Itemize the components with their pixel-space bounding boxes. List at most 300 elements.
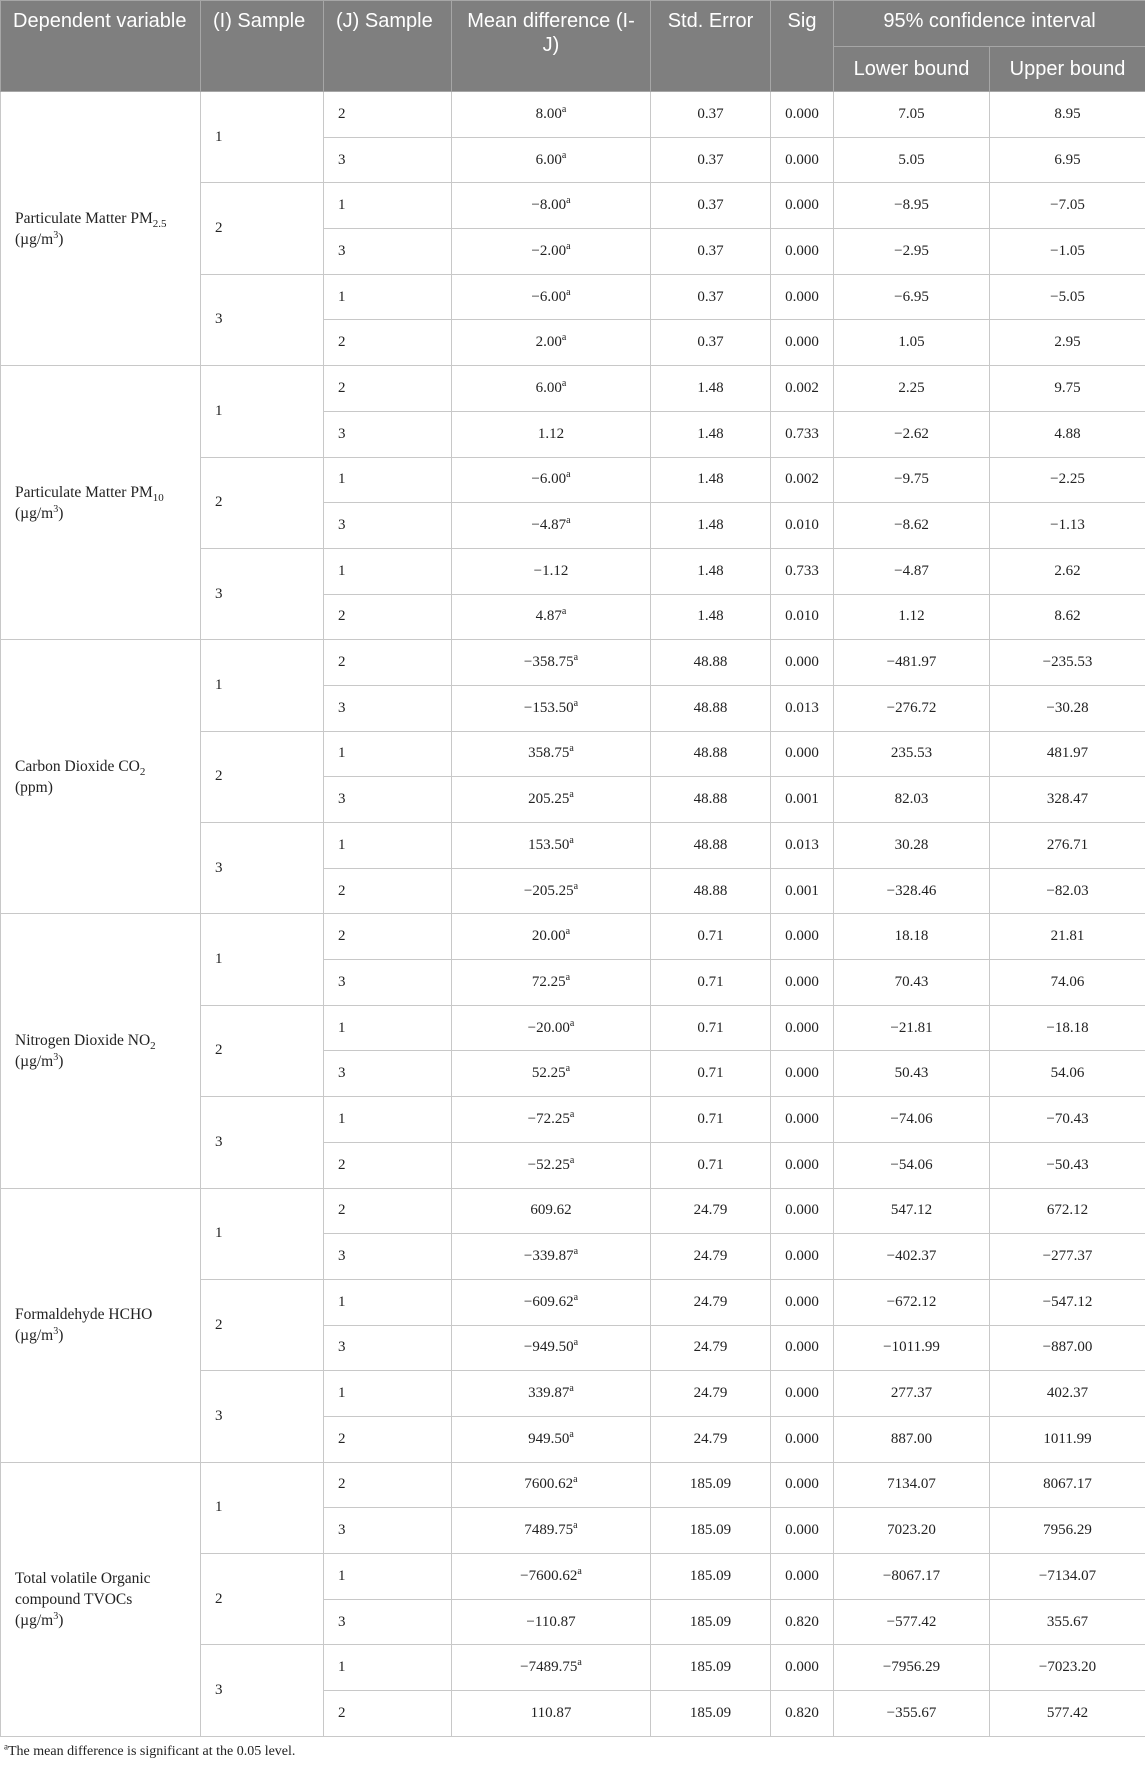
mean-difference-cell	[452, 960, 651, 1006]
mean-difference-cell	[452, 640, 651, 686]
header-confidence-interval: 95% confidence interval	[834, 1, 1145, 47]
std-error-cell: 0.71	[651, 960, 771, 1006]
upper-bound-cell: 4.88	[990, 411, 1145, 457]
i-sample-cell: 3	[201, 823, 324, 914]
table-row	[1, 640, 1145, 686]
j-sample-cell: 2	[324, 914, 452, 960]
mean-difference-cell	[452, 1599, 651, 1645]
j-sample-cell: 3	[324, 685, 452, 731]
table-row	[1, 1188, 1145, 1234]
mean-difference-value: −2.00	[531, 242, 567, 259]
upper-bound-cell: 2.95	[990, 320, 1145, 366]
j-sample-cell: 3	[324, 1234, 452, 1280]
mean-difference-value: 6.00	[535, 151, 562, 168]
i-sample-cell: 2	[201, 457, 324, 548]
std-error-cell: 0.71	[651, 1005, 771, 1051]
sig-cell: 0.001	[771, 868, 834, 914]
significance-mark: a	[566, 515, 571, 527]
mean-difference-value: −6.00	[531, 471, 567, 488]
mean-difference-cell	[452, 1142, 651, 1188]
unit-superscript: 3	[53, 1325, 59, 1337]
sig-cell: 0.000	[771, 960, 834, 1006]
variable-subscript: 2	[139, 765, 146, 778]
variable-name: Carbon Dioxide CO	[15, 757, 140, 775]
mean-difference-cell	[452, 548, 651, 594]
variable-subscript: 2	[150, 1040, 156, 1053]
significance-mark: a	[566, 286, 571, 298]
upper-bound-cell: 7956.29	[990, 1508, 1145, 1554]
mean-difference-cell	[452, 823, 651, 869]
std-error-cell: 0.71	[651, 914, 771, 960]
std-error-cell: 0.71	[651, 1142, 771, 1188]
table-row	[1, 366, 1145, 412]
mean-difference-cell	[452, 503, 651, 549]
sig-cell: 0.000	[771, 1371, 834, 1417]
significance-mark: a	[573, 880, 579, 892]
lower-bound-cell: 277.37	[834, 1371, 990, 1417]
j-sample-cell: 1	[324, 548, 452, 594]
sig-cell: 0.000	[771, 1508, 834, 1554]
lower-bound-cell: 70.43	[834, 960, 990, 1006]
upper-bound-cell: 9.75	[990, 366, 1145, 412]
header-std-error: Std. Error	[651, 1, 771, 92]
sig-cell: 0.002	[771, 366, 834, 412]
j-sample-cell: 3	[324, 137, 452, 183]
i-sample-cell: 3	[201, 1371, 324, 1462]
i-sample-cell: 2	[201, 1554, 324, 1645]
significance-mark: a	[561, 606, 567, 618]
std-error-cell: 0.37	[651, 320, 771, 366]
sig-cell: 0.002	[771, 457, 834, 503]
variable-name: Formaldehyde HCHO	[15, 1306, 153, 1324]
mean-difference-value: −609.62	[523, 1293, 574, 1310]
j-sample-cell: 1	[324, 1554, 452, 1600]
sig-cell: 0.000	[771, 731, 834, 777]
sig-cell: 0.000	[771, 320, 834, 366]
j-sample-cell: 3	[324, 411, 452, 457]
upper-bound-cell: 54.06	[990, 1051, 1145, 1097]
lower-bound-cell: 7134.07	[834, 1462, 990, 1508]
mean-difference-value: 2.00	[535, 334, 562, 351]
dependent-variable-cell	[1, 914, 201, 1188]
significance-mark: a	[573, 1246, 579, 1258]
upper-bound-cell: −2.25	[990, 457, 1145, 503]
sig-cell: 0.000	[771, 229, 834, 275]
mean-difference-value: 8.00	[535, 105, 562, 122]
dependent-variable-cell	[1, 1462, 201, 1736]
unit-superscript: 3	[53, 1610, 59, 1622]
header-dependent-variable: Dependent variable	[1, 1, 201, 92]
significance-mark: a	[573, 697, 579, 709]
j-sample-cell: 3	[324, 503, 452, 549]
table-body	[1, 92, 1145, 1737]
j-sample-cell: 3	[324, 1599, 452, 1645]
lower-bound-cell: −402.37	[834, 1234, 990, 1280]
variable-name: Particulate Matter PM	[15, 209, 153, 227]
std-error-cell: 48.88	[651, 777, 771, 823]
sig-cell: 0.000	[771, 640, 834, 686]
std-error-cell: 185.09	[651, 1645, 771, 1691]
upper-bound-cell: −547.12	[990, 1279, 1145, 1325]
sig-cell: 0.820	[771, 1691, 834, 1737]
mean-difference-cell	[452, 594, 651, 640]
upper-bound-cell: −1.13	[990, 503, 1145, 549]
std-error-cell: 185.09	[651, 1508, 771, 1554]
sig-cell: 0.010	[771, 503, 834, 549]
variable-subscript: 2.5	[152, 217, 167, 230]
header-j-sample: (J) Sample	[324, 1, 452, 92]
mean-difference-value: 7600.62	[524, 1476, 574, 1493]
upper-bound-cell: −7134.07	[990, 1554, 1145, 1600]
mean-difference-cell	[452, 731, 651, 777]
lower-bound-cell: −6.95	[834, 274, 990, 320]
significance-mark: a	[566, 195, 571, 207]
lower-bound-cell: 547.12	[834, 1188, 990, 1234]
upper-bound-cell: −30.28	[990, 685, 1145, 731]
table-row	[1, 1462, 1145, 1508]
upper-bound-cell: 8067.17	[990, 1462, 1145, 1508]
mean-difference-cell	[452, 1691, 651, 1737]
mean-difference-value: 153.50	[528, 836, 570, 853]
mean-difference-value: −6.00	[531, 288, 567, 305]
sig-cell: 0.000	[771, 1188, 834, 1234]
lower-bound-cell: −21.81	[834, 1005, 990, 1051]
mean-difference-cell	[452, 777, 651, 823]
unit-superscript: 3	[53, 1051, 59, 1063]
j-sample-cell: 1	[324, 731, 452, 777]
mean-difference-value: −7489.75	[520, 1659, 578, 1676]
sig-cell: 0.000	[771, 1554, 834, 1600]
lower-bound-cell: 235.53	[834, 731, 990, 777]
upper-bound-cell: −70.43	[990, 1097, 1145, 1143]
i-sample-cell: 1	[201, 366, 324, 457]
mean-difference-cell	[452, 1234, 651, 1280]
unit-close: )	[58, 1052, 64, 1070]
sig-cell: 0.000	[771, 1005, 834, 1051]
lower-bound-cell: 30.28	[834, 823, 990, 869]
significance-mark: a	[561, 103, 567, 115]
j-sample-cell: 1	[324, 274, 452, 320]
mean-difference-cell	[452, 1508, 651, 1554]
sig-cell: 0.000	[771, 1645, 834, 1691]
upper-bound-cell: 8.62	[990, 594, 1145, 640]
variable-subscript: 10	[152, 491, 164, 504]
mean-difference-value: −52.25	[527, 1156, 570, 1173]
std-error-cell: 0.37	[651, 274, 771, 320]
mean-difference-value: −1.12	[533, 562, 569, 579]
i-sample-cell: 3	[201, 1645, 324, 1736]
std-error-cell: 0.37	[651, 92, 771, 138]
lower-bound-cell: −8.62	[834, 503, 990, 549]
upper-bound-cell: −7023.20	[990, 1645, 1145, 1691]
significance-mark: a	[573, 1291, 579, 1303]
mean-difference-cell	[452, 92, 651, 138]
std-error-cell: 1.48	[651, 594, 771, 640]
lower-bound-cell: 1.05	[834, 320, 990, 366]
upper-bound-cell: −18.18	[990, 1005, 1145, 1051]
mean-difference-cell	[452, 685, 651, 731]
variable-name: Total volatile Organic compound TVOCs	[15, 1569, 151, 1608]
header-sig: Sig	[771, 1, 834, 92]
mean-difference-cell	[452, 1554, 651, 1600]
std-error-cell: 1.48	[651, 548, 771, 594]
lower-bound-cell: −8067.17	[834, 1554, 990, 1600]
footnote-mark: a	[4, 1741, 8, 1752]
sig-cell: 0.733	[771, 548, 834, 594]
lower-bound-cell: −54.06	[834, 1142, 990, 1188]
significance-mark: a	[569, 834, 574, 846]
mean-difference-value: 110.87	[530, 1704, 572, 1721]
i-sample-cell: 1	[201, 1188, 324, 1279]
upper-bound-cell: 328.47	[990, 777, 1145, 823]
j-sample-cell: 1	[324, 1279, 452, 1325]
j-sample-cell: 2	[324, 1462, 452, 1508]
dependent-variable-cell	[1, 366, 201, 640]
mean-difference-value: −358.75	[523, 654, 574, 671]
i-sample-cell: 1	[201, 92, 324, 183]
significance-mark: a	[573, 1337, 579, 1349]
sig-cell: 0.820	[771, 1599, 834, 1645]
i-sample-cell: 3	[201, 1097, 324, 1188]
lower-bound-cell: 18.18	[834, 914, 990, 960]
mean-difference-cell	[452, 1371, 651, 1417]
std-error-cell: 185.09	[651, 1599, 771, 1645]
mean-difference-value: 205.25	[528, 791, 570, 808]
j-sample-cell: 2	[324, 320, 452, 366]
mean-difference-value: 52.25	[531, 1065, 566, 1082]
mean-difference-cell	[452, 1051, 651, 1097]
significance-mark: a	[569, 1108, 575, 1120]
std-error-cell: 24.79	[651, 1279, 771, 1325]
dependent-variable-cell	[1, 92, 201, 366]
std-error-cell: 24.79	[651, 1371, 771, 1417]
lower-bound-cell: 7.05	[834, 92, 990, 138]
significance-mark: a	[569, 1383, 574, 1395]
variable-unit: (µg/m	[15, 1052, 54, 1070]
sig-cell: 0.000	[771, 1279, 834, 1325]
sig-cell: 0.000	[771, 1416, 834, 1462]
header-lower-bound: Lower bound	[834, 47, 990, 92]
variable-unit: (µg/m	[15, 504, 54, 522]
upper-bound-cell: −7.05	[990, 183, 1145, 229]
variable-unit: (µg/m	[15, 1327, 54, 1345]
upper-bound-cell: 2.62	[990, 548, 1145, 594]
lower-bound-cell: −8.95	[834, 183, 990, 229]
variable-name: Particulate Matter PM	[15, 483, 153, 501]
lower-bound-cell: −2.62	[834, 411, 990, 457]
upper-bound-cell: 8.95	[990, 92, 1145, 138]
j-sample-cell: 1	[324, 457, 452, 503]
significance-mark: a	[565, 926, 571, 938]
std-error-cell: 185.09	[651, 1554, 771, 1600]
i-sample-cell: 2	[201, 1005, 324, 1096]
upper-bound-cell: 355.67	[990, 1599, 1145, 1645]
sig-cell: 0.013	[771, 823, 834, 869]
i-sample-cell: 3	[201, 548, 324, 639]
upper-bound-cell: 672.12	[990, 1188, 1145, 1234]
mean-difference-cell	[452, 229, 651, 275]
upper-bound-cell: 74.06	[990, 960, 1145, 1006]
dependent-variable-cell	[1, 640, 201, 914]
footnote	[4, 1741, 296, 1760]
sig-cell: 0.000	[771, 1097, 834, 1143]
mean-difference-value: −110.87	[526, 1613, 576, 1630]
lower-bound-cell: −9.75	[834, 457, 990, 503]
unit-close: )	[58, 1327, 64, 1345]
std-error-cell: 1.48	[651, 503, 771, 549]
j-sample-cell: 1	[324, 1645, 452, 1691]
upper-bound-cell: −5.05	[990, 274, 1145, 320]
lower-bound-cell: 50.43	[834, 1051, 990, 1097]
sig-cell: 0.000	[771, 137, 834, 183]
significance-mark: a	[561, 377, 567, 389]
unit-close: )	[58, 1611, 64, 1629]
std-error-cell: 185.09	[651, 1691, 771, 1737]
mean-difference-value: −949.50	[523, 1339, 574, 1356]
std-error-cell: 24.79	[651, 1325, 771, 1371]
j-sample-cell: 2	[324, 640, 452, 686]
mean-difference-value: −339.87	[523, 1248, 574, 1265]
j-sample-cell: 3	[324, 1508, 452, 1554]
std-error-cell: 185.09	[651, 1462, 771, 1508]
significance-mark: a	[577, 1657, 582, 1669]
mean-difference-cell	[452, 1005, 651, 1051]
variable-unit: (µg/m	[15, 230, 54, 248]
j-sample-cell: 2	[324, 1691, 452, 1737]
j-sample-cell: 1	[324, 1371, 452, 1417]
mean-difference-value: −7600.62	[520, 1567, 578, 1584]
significance-mark: a	[569, 1154, 575, 1166]
lower-bound-cell: −2.95	[834, 229, 990, 275]
mean-difference-value: 4.87	[535, 608, 562, 625]
table-header	[1, 1, 1145, 92]
upper-bound-cell: 21.81	[990, 914, 1145, 960]
upper-bound-cell: −235.53	[990, 640, 1145, 686]
significance-mark: a	[565, 1063, 571, 1075]
sig-cell: 0.000	[771, 1325, 834, 1371]
sig-cell: 0.000	[771, 1462, 834, 1508]
mean-difference-cell	[452, 320, 651, 366]
sig-cell: 0.000	[771, 1234, 834, 1280]
mean-difference-value: 358.75	[528, 745, 570, 762]
lower-bound-cell: 5.05	[834, 137, 990, 183]
j-sample-cell: 3	[324, 1051, 452, 1097]
mean-difference-cell	[452, 457, 651, 503]
mean-difference-cell	[452, 183, 651, 229]
j-sample-cell: 1	[324, 1005, 452, 1051]
mean-difference-value: 20.00	[531, 928, 566, 945]
std-error-cell: 48.88	[651, 823, 771, 869]
lower-bound-cell: −328.46	[834, 868, 990, 914]
header-mean-difference: Mean difference (I-J)	[452, 1, 651, 92]
significance-mark: a	[573, 652, 579, 664]
i-sample-cell: 3	[201, 274, 324, 365]
j-sample-cell: 3	[324, 229, 452, 275]
mean-difference-cell	[452, 411, 651, 457]
significance-mark: a	[561, 149, 567, 161]
j-sample-cell: 2	[324, 92, 452, 138]
mean-difference-cell	[452, 868, 651, 914]
mean-difference-cell	[452, 1325, 651, 1371]
upper-bound-cell: −50.43	[990, 1142, 1145, 1188]
mean-difference-value: 949.50	[528, 1430, 570, 1447]
mean-difference-value: −20.00	[527, 1019, 570, 1036]
sig-cell: 0.733	[771, 411, 834, 457]
lower-bound-cell: −577.42	[834, 1599, 990, 1645]
significance-mark: a	[561, 332, 567, 344]
std-error-cell: 0.37	[651, 229, 771, 275]
mean-difference-value: 609.62	[530, 1202, 572, 1219]
mean-difference-cell	[452, 1188, 651, 1234]
unit-superscript: 3	[53, 229, 59, 241]
significance-mark: a	[577, 1565, 582, 1577]
significance-mark: a	[573, 1474, 578, 1486]
significance-mark: a	[566, 240, 571, 252]
variable-unit: (µg/m	[15, 1611, 54, 1629]
significance-mark: a	[569, 1428, 574, 1440]
significance-mark: a	[569, 789, 574, 801]
std-error-cell: 24.79	[651, 1416, 771, 1462]
lower-bound-cell: −672.12	[834, 1279, 990, 1325]
table-row	[1, 914, 1145, 960]
j-sample-cell: 3	[324, 960, 452, 1006]
lower-bound-cell: 887.00	[834, 1416, 990, 1462]
sig-cell: 0.000	[771, 92, 834, 138]
lower-bound-cell: −4.87	[834, 548, 990, 594]
unit-superscript: 3	[53, 503, 59, 515]
mean-difference-value: −72.25	[527, 1110, 570, 1127]
std-error-cell: 48.88	[651, 685, 771, 731]
mean-difference-cell	[452, 1097, 651, 1143]
std-error-cell: 1.48	[651, 366, 771, 412]
mean-difference-value: −4.87	[531, 517, 567, 534]
i-sample-cell: 1	[201, 640, 324, 731]
upper-bound-cell: −887.00	[990, 1325, 1145, 1371]
mean-difference-value: −8.00	[531, 197, 567, 214]
upper-bound-cell: 276.71	[990, 823, 1145, 869]
i-sample-cell: 1	[201, 914, 324, 1005]
i-sample-cell: 2	[201, 183, 324, 274]
lower-bound-cell: −355.67	[834, 1691, 990, 1737]
sig-cell: 0.013	[771, 685, 834, 731]
lower-bound-cell: −74.06	[834, 1097, 990, 1143]
lower-bound-cell: −7956.29	[834, 1645, 990, 1691]
lower-bound-cell: −1011.99	[834, 1325, 990, 1371]
table-row	[1, 92, 1145, 138]
std-error-cell: 1.48	[651, 457, 771, 503]
std-error-cell: 24.79	[651, 1188, 771, 1234]
upper-bound-cell: 577.42	[990, 1691, 1145, 1737]
std-error-cell: 0.37	[651, 183, 771, 229]
significance-mark: a	[569, 1017, 575, 1029]
upper-bound-cell: −277.37	[990, 1234, 1145, 1280]
mean-difference-value: −153.50	[523, 699, 574, 716]
std-error-cell: 1.48	[651, 411, 771, 457]
lower-bound-cell: 1.12	[834, 594, 990, 640]
j-sample-cell: 3	[324, 777, 452, 823]
j-sample-cell: 1	[324, 823, 452, 869]
sig-cell: 0.000	[771, 183, 834, 229]
mean-difference-value: −205.25	[523, 882, 574, 899]
header-i-sample: (I) Sample	[201, 1, 324, 92]
sig-cell: 0.010	[771, 594, 834, 640]
mean-difference-cell	[452, 1462, 651, 1508]
std-error-cell: 48.88	[651, 868, 771, 914]
significance-mark: a	[565, 971, 571, 983]
j-sample-cell: 2	[324, 1142, 452, 1188]
i-sample-cell: 1	[201, 1462, 324, 1553]
j-sample-cell: 2	[324, 594, 452, 640]
